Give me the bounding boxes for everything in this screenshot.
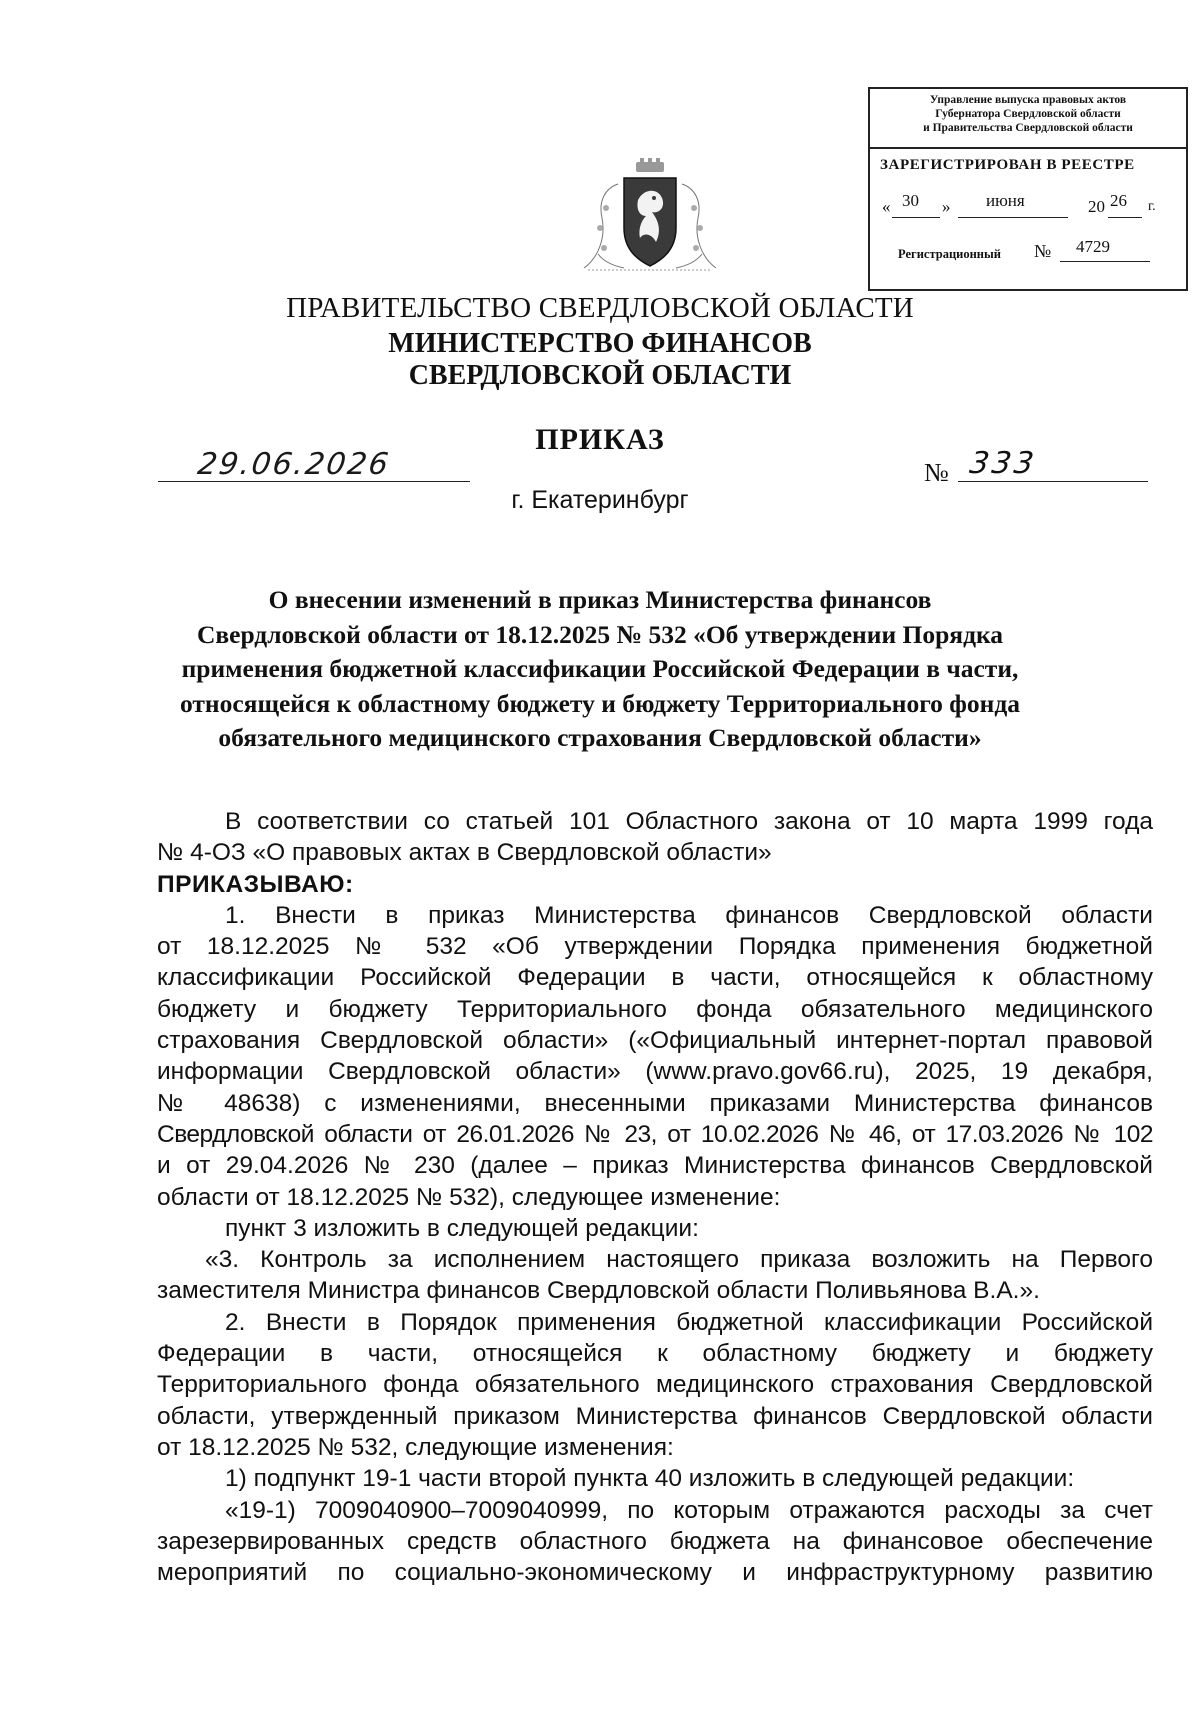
- item2-line: Территориального фонда обязательного медицинского страхования Свердловской: [157, 1371, 1153, 1399]
- item1-line: информации Свердловской области» (www.pravo.gov66.ru), 2025, 19 декабря,: [157, 1058, 1153, 1086]
- title-line: относящейся к областному бюджету и бюджету Территориального фонда: [179, 688, 1021, 718]
- title-line: Свердловской области от 18.12.2025 № 532 «Об утверждении Порядка: [196, 619, 1004, 649]
- government-heading: ПРАВИТЕЛЬСТВО СВЕРДЛОВСКОЙ ОБЛАСТИ: [286, 292, 914, 324]
- item2-line: области, утвержденный приказом Министерства финансов Свердловской области: [157, 1402, 1153, 1430]
- registration-stamp: [868, 87, 1188, 291]
- stamp-date-year-suffix: 26: [1110, 191, 1127, 210]
- stamp-reg-number: 4729: [1076, 237, 1110, 256]
- ministry-heading-line1: МИНИСТЕРСТВО ФИНАНСОВ: [388, 328, 812, 359]
- order-date-handwritten: 29.06.2026: [195, 447, 393, 482]
- item1-quote-line: заместителя Министра финансов Свердловской области Поливьянова В.А.».: [157, 1277, 1040, 1305]
- preamble-line: № 4-ОЗ «О правовых актах в Свердловской области»: [157, 839, 772, 867]
- stamp-date-month: июня: [986, 191, 1025, 210]
- stamp-date-close-quote: »: [942, 197, 951, 216]
- stamp-date-open-quote: «: [882, 197, 891, 216]
- stamp-month-line: [958, 217, 1068, 218]
- item1-line: страхования Свердловской области» («Официальный интернет-портал правовой: [157, 1027, 1153, 1055]
- title-line: применения бюджетной классификации Российской Федерации в части,: [181, 654, 1019, 683]
- stamp-registered-label: ЗАРЕГИСТРИРОВАН В РЕЕСТРЕ: [880, 157, 1135, 173]
- item2-line: от 18.12.2025 № 532, следующие изменения:: [157, 1433, 674, 1461]
- item1-line: классификации Российской Федерации в части, относящейся к областному: [157, 964, 1153, 992]
- stamp-reg-line: [1060, 261, 1150, 262]
- stamp-header-line: Губернатора Свердловской области: [935, 108, 1121, 120]
- order-number-handwritten: 333: [967, 446, 1039, 481]
- document-body: [157, 806, 1153, 1588]
- order-word: ПРИКАЗЫВАЮ:: [157, 870, 354, 898]
- item1-line: бюджету и бюджету Территориального фонда обязательного медицинского: [157, 995, 1153, 1023]
- item2-sub: 1) подпункт 19-1 части второй пункта 40 изложить в следующей редакции:: [225, 1465, 1075, 1493]
- item2-quote-line: «19-1) 7009040900–7009040999, по которым отражаются расходы за счет: [225, 1496, 1153, 1524]
- item1-line: от 18.12.2025 № 532 «Об утверждении Порядка применения бюджетной: [157, 933, 1153, 961]
- stamp-header-line: и Правительства Свердловской области: [923, 122, 1133, 134]
- item2-quote-line: мероприятий по социально-экономическому и инфраструктурному развитию: [157, 1559, 1153, 1587]
- stamp-header-line: Управление выпуска правовых актов: [929, 94, 1127, 106]
- coat-of-arms-icon: [578, 158, 722, 280]
- document-type: ПРИКАЗ: [535, 423, 665, 456]
- item2-quote-line: зарезервированных средств областного бюджета на финансовое обеспечение: [157, 1527, 1153, 1555]
- item1-line: и от 29.04.2026 № 230 (далее – приказ Министерства финансов Свердловской: [157, 1152, 1153, 1180]
- stamp-header: [870, 89, 1186, 149]
- stamp-date-year-prefix: 20: [1088, 197, 1105, 216]
- item2-line: Федерации в части, относящейся к областному бюджету и бюджету: [157, 1340, 1153, 1368]
- order-date-line: [158, 481, 470, 482]
- item1-line: 1. Внести в приказ Министерства финансов Свердловской области: [225, 901, 1153, 929]
- stamp-year-line: [1108, 217, 1142, 218]
- item2-line: 2. Внести в Порядок применения бюджетной классификации Российской: [225, 1308, 1153, 1336]
- stamp-registration-number: [898, 239, 1178, 267]
- order-number-label: №: [924, 458, 949, 487]
- stamp-date: [882, 191, 1182, 221]
- preamble-line: В соответствии со статьей 101 Областного закона от 10 марта 1999 года: [225, 808, 1153, 835]
- item1-sub: пункт 3 изложить в следующей редакции:: [225, 1214, 699, 1242]
- ministry-heading-line2: СВЕРДЛОВСКОЙ ОБЛАСТИ: [408, 360, 792, 391]
- stamp-no-sign: №: [1034, 241, 1052, 261]
- item1-quote-line: «3. Контроль за исполнением настоящего приказа возложить на Первого: [205, 1246, 1153, 1274]
- title-line: обязательного медицинского страхования Свердловской области»: [218, 723, 982, 752]
- stamp-day-line: [892, 217, 940, 218]
- city: г. Екатеринбург: [511, 486, 689, 514]
- item1-line: № 48638) с изменениями, внесенными приказами Министерства финансов: [157, 1089, 1153, 1117]
- stamp-date-year-unit: г.: [1148, 199, 1156, 214]
- item1-line: Свердловской области от 26.01.2026 № 23, от 10.02.2026 № 46, от 17.03.2026 № 102: [157, 1120, 1153, 1148]
- order-number-line: [958, 481, 1148, 482]
- document-title: [100, 583, 1100, 756]
- stamp-reg-label: Регистрационный: [898, 247, 1001, 261]
- stamp-date-day: 30: [902, 191, 919, 210]
- item1-line: области от 18.12.2025 № 532), следующее изменение:: [157, 1183, 781, 1211]
- title-line: О внесении изменений в приказ Министерства финансов: [268, 585, 932, 614]
